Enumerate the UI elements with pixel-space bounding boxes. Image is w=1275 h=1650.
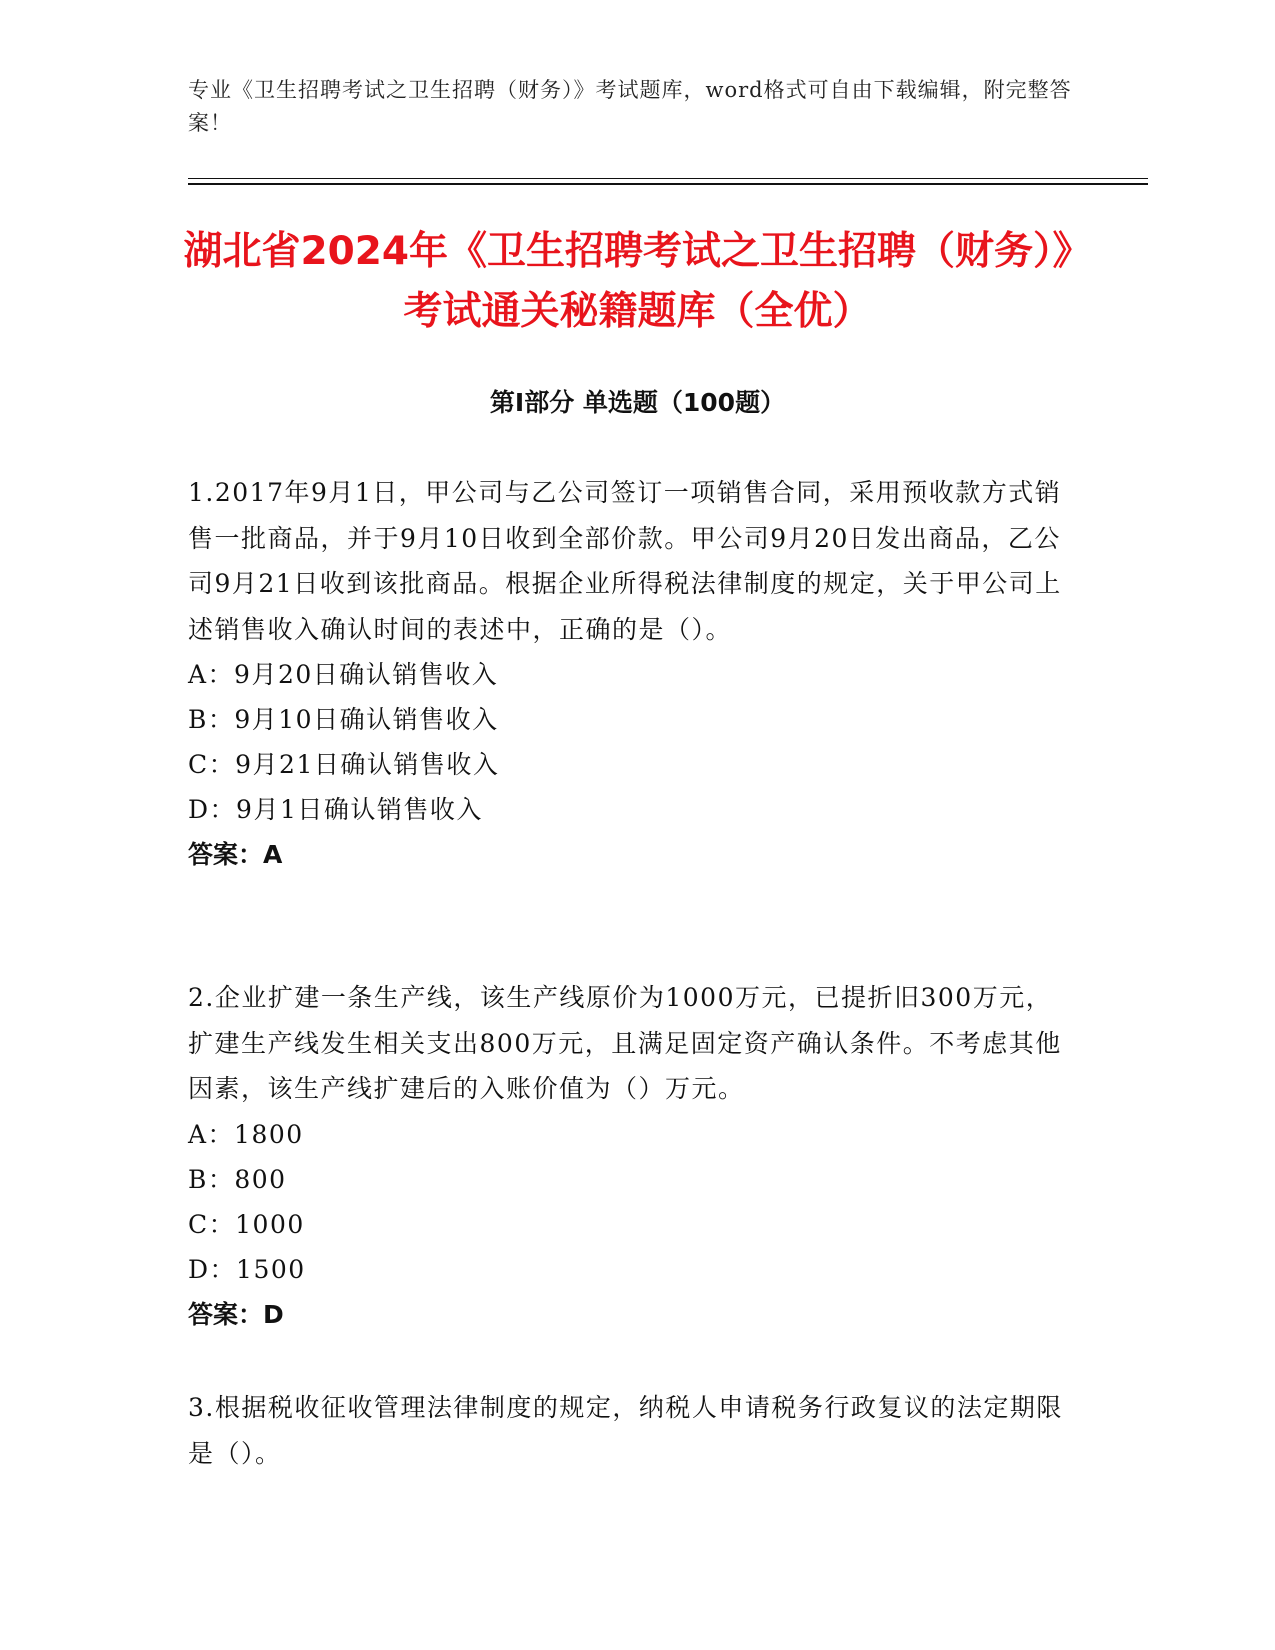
question-stem: 1.2017年9月1日，甲公司与乙公司签订一项销售合同，采用预收款方式销售一批商品，并于9月10日收到全部价款。甲公司9月20日发出商品，乙公司9月21日收到该批商品。根据企业所得税法律制度的规定，关于甲公司上述销售收入确认时间的表述中，正确的是（）。 bbox=[188, 478, 1062, 644]
question-stem: 2.企业扩建一条生产线，该生产线原价为1000万元，已提折旧300万元，扩建生产线发生相关支出800万元，且满足固定资产确认条件。不考虑其他因素，该生产线扩建后的入账价值为（）万元。 bbox=[188, 983, 1062, 1103]
question-stem: 3.根据税收征收管理法律制度的规定，纳税人申请税务行政复议的法定期限是（）。 bbox=[188, 1393, 1063, 1468]
question-1 bbox=[188, 470, 1068, 877]
option-d: D：1500 bbox=[188, 1254, 306, 1284]
option-b: B：800 bbox=[188, 1164, 287, 1194]
section-heading: 第I部分 单选题（100题） bbox=[489, 388, 786, 417]
header-divider-thick bbox=[188, 183, 1148, 185]
option-c: C：1000 bbox=[188, 1209, 305, 1239]
question-2 bbox=[188, 975, 1068, 1337]
option-a: A：1800 bbox=[188, 1119, 304, 1149]
question-3 bbox=[188, 1385, 1068, 1476]
answer-label: 答案：A bbox=[188, 840, 283, 869]
answer-label: 答案：D bbox=[188, 1299, 284, 1329]
option-b: B：9月10日确认销售收入 bbox=[188, 705, 499, 734]
option-d: D：9月1日确认销售收入 bbox=[188, 795, 483, 824]
header-divider-thin bbox=[188, 178, 1148, 179]
header-note: 专业《卫生招聘考试之卫生招聘（财务）》考试题库，word格式可自由下载编辑，附完整答案！ bbox=[188, 78, 1072, 135]
option-c: C：9月21日确认销售收入 bbox=[188, 750, 500, 779]
option-a: A：9月20日确认销售收入 bbox=[188, 660, 499, 689]
document-title: 湖北省2024年《卫生招聘考试之卫生招聘（财务）》考试通关秘籍题库（全优） bbox=[183, 229, 1092, 334]
